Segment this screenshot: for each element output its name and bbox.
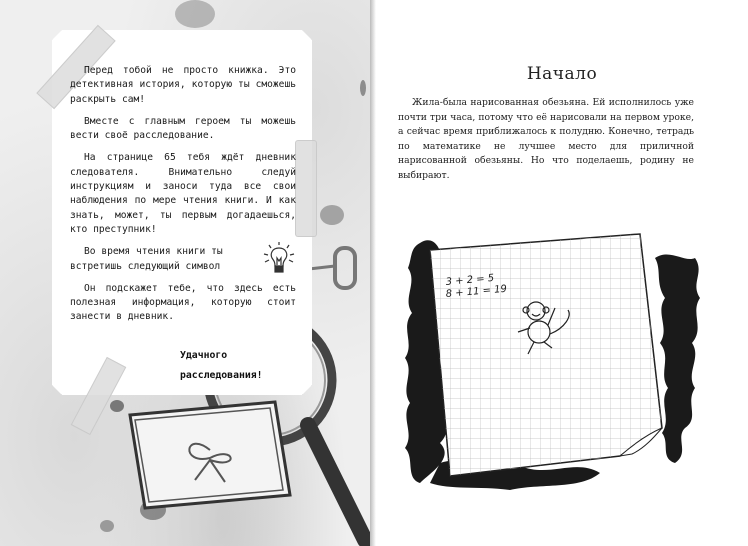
math-line: 3 + 2 = 5 [445, 272, 495, 288]
hint-row [70, 245, 296, 274]
grid-paper [430, 234, 662, 476]
lightbulb-icon [262, 241, 296, 275]
intro-paragraph: На странице 65 тебя ждёт дневник следователя. Внимательно следуй инструкциям и заноси туда все свои наблюдения по мере чтения книги. И как знать, может, ты первым догадаешься, кто преступник! [70, 152, 296, 235]
intro-paragraph: Вместе с главным героем ты можешь вести своё расследование. [70, 115, 296, 142]
ink-blot [100, 520, 114, 532]
chapter-body: Жила-была нарисованная обезьяна. Ей исполнилось уже почти три часа, потому что её нарисовали на первом уроке, а сейчас время приближалось к полудню. Конечно, тетрадь по математике не лучшее место для приличной нарисованной обезьяны. Но что поделаешь, родину не выбирают. [398, 97, 694, 181]
tape-strip [295, 140, 317, 237]
left-page [0, 0, 370, 546]
signoff [180, 346, 263, 386]
ink-blot [360, 80, 366, 96]
intro-paragraph: Перед тобой не просто книжка. Это детективная история, которую ты сможешь раскрыть сам! [70, 65, 296, 105]
ink-blot [110, 400, 124, 412]
chapter-title: Начало [526, 64, 598, 84]
intro-text [70, 64, 296, 333]
right-page [376, 0, 748, 546]
notebook-illustration [400, 228, 705, 490]
ink-blot [320, 205, 344, 225]
ink-blot [175, 0, 215, 28]
signoff-line: расследования! [180, 370, 263, 381]
signoff-line: Удачного [180, 350, 228, 361]
intro-paragraph: Он подскажет тебе, что здесь есть полезная информация, которую стоит занести в дневник. [70, 282, 296, 323]
math-line: 8 + 11 = 19 [445, 283, 508, 300]
intro-paragraph: Во время чтения книги ты встретишь следующий символ [70, 246, 223, 272]
envelope-illustration [125, 400, 295, 510]
